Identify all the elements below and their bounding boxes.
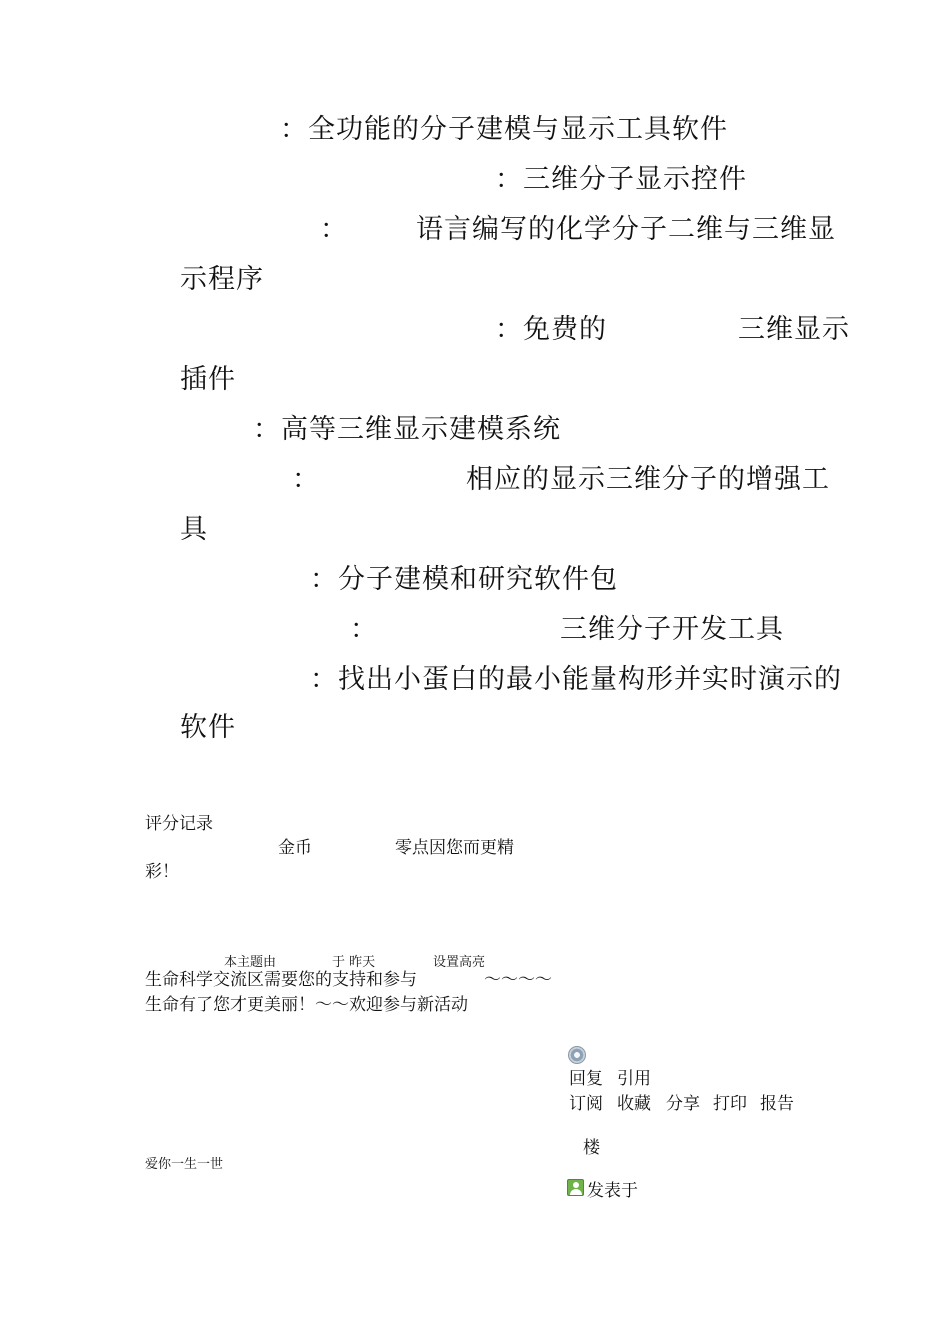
item-4-desc2: 三维显示 bbox=[738, 314, 850, 345]
share-button[interactable]: 分享 bbox=[666, 1094, 700, 1114]
rating-message-end: 彩！ bbox=[145, 862, 179, 882]
item-5-desc: ：高等三维显示建模系统 bbox=[253, 414, 561, 445]
item-2-desc: ：三维分子显示控件 bbox=[495, 164, 747, 195]
reply-button[interactable]: 回复 bbox=[569, 1069, 603, 1089]
signature: 爱你一生一世 bbox=[145, 1157, 224, 1172]
print-button[interactable]: 打印 bbox=[713, 1094, 747, 1114]
item-3-desc: 语言编写的化学分子二维与三维显 bbox=[416, 214, 836, 245]
banner-line-2[interactable]: 生命有了您才更美丽！～～欢迎参与新活动 bbox=[145, 995, 468, 1015]
item-6-desc: 相应的显示三维分子的增强工 bbox=[466, 464, 830, 495]
floor-label: 楼 bbox=[583, 1138, 600, 1158]
item-1-desc: ：全功能的分子建模与显示工具软件 bbox=[280, 114, 728, 145]
item-4-cont: 插件 bbox=[180, 364, 236, 395]
item-8-colon: ： bbox=[350, 614, 378, 645]
item-4-desc: ：免费的 bbox=[495, 314, 607, 345]
highlight-note-action: 设置高亮 bbox=[433, 955, 486, 970]
rating-message: 零点因您而更精 bbox=[395, 838, 514, 858]
item-9-cont: 软件 bbox=[180, 712, 236, 743]
highlight-note-time: 于 昨天 bbox=[332, 955, 376, 970]
banner-line-1[interactable]: 生命科学交流区需要您的支持和参与 bbox=[145, 970, 417, 990]
quote-button[interactable]: 引用 bbox=[617, 1069, 651, 1089]
user-icon bbox=[567, 1179, 584, 1196]
posted-label: 发表于 bbox=[587, 1181, 638, 1201]
item-6-colon: ： bbox=[292, 464, 320, 495]
item-3-colon: ： bbox=[320, 214, 348, 245]
item-3-cont: 示程序 bbox=[180, 264, 264, 295]
rating-coin: 金币 bbox=[278, 838, 312, 858]
report-button[interactable]: 报告 bbox=[760, 1094, 794, 1114]
gear-icon[interactable] bbox=[568, 1046, 586, 1064]
rating-title[interactable]: 评分记录 bbox=[145, 814, 213, 834]
item-8-desc: 三维分子开发工具 bbox=[560, 614, 784, 645]
banner-line-1-tail: ～～～～ bbox=[484, 970, 552, 990]
item-9-desc: ：找出小蛋白的最小能量构形并实时演示的 bbox=[310, 664, 842, 695]
item-7-desc: ：分子建模和研究软件包 bbox=[310, 564, 618, 595]
item-6-cont: 具 bbox=[180, 514, 208, 545]
subscribe-button[interactable]: 订阅 bbox=[569, 1094, 603, 1114]
highlight-note-prefix: 本主题由 bbox=[224, 955, 277, 970]
favorite-button[interactable]: 收藏 bbox=[617, 1094, 651, 1114]
